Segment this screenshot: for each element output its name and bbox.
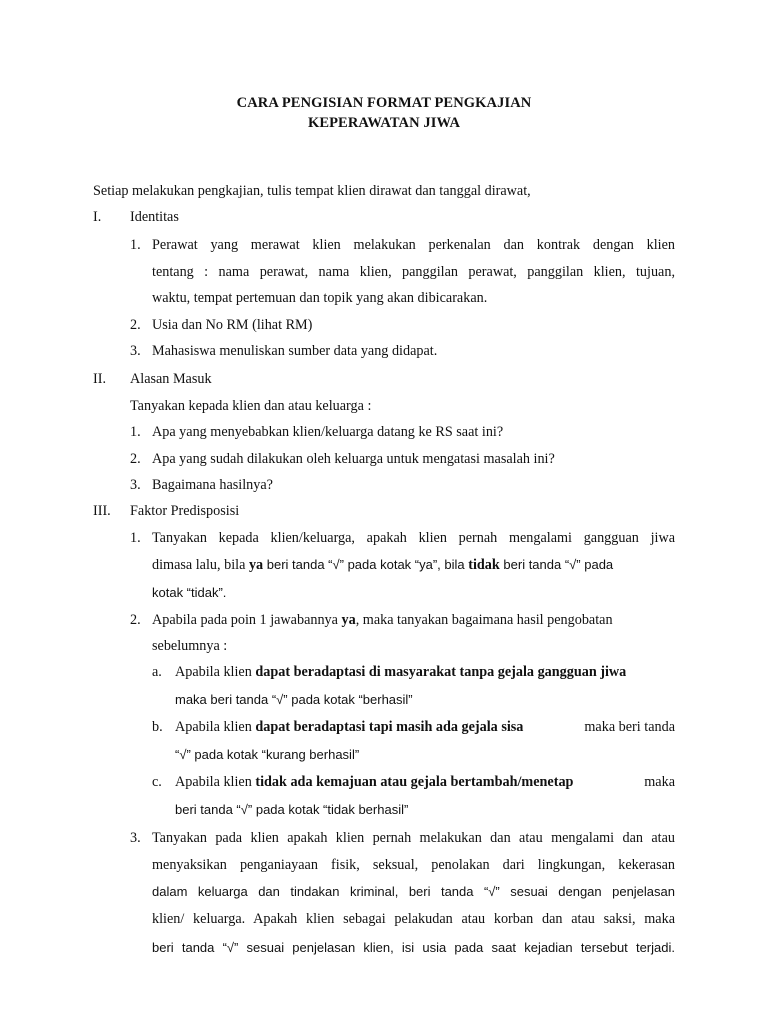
section-numeral: I.: [93, 209, 102, 225]
item-text-line: [152, 264, 675, 281]
text-segment: beri tanda “√” sesuai penjelasan klien, isi usia pada saat kejadian tersebut terjadi.: [152, 940, 675, 955]
intro-text: Setiap melakukan pengkajian, tulis tempat klien dirawat dan tanggal dirawat,: [93, 183, 531, 199]
subitem-letter: c.: [152, 774, 162, 790]
text-segment: Apabila klien: [175, 664, 256, 680]
item-text-line: [152, 830, 675, 847]
item-number: 1.: [130, 237, 141, 253]
text-segment: Apabila klien: [175, 774, 256, 790]
subitem-letter: b.: [152, 719, 163, 735]
item-text-line: [152, 884, 675, 899]
item-text-line: kotak “tidak”.: [152, 585, 227, 600]
text-group: [175, 774, 573, 791]
item-number: 3.: [130, 830, 141, 846]
text-segment: , maka tanyakan bagaimana hasil pengobatan: [355, 612, 613, 628]
emphasis-ya: ya: [341, 612, 356, 628]
text-segment: beri tanda “√” pada: [499, 557, 614, 572]
section-heading: Alasan Masuk: [130, 371, 212, 387]
item-text-line: [152, 911, 675, 928]
section-numeral: III.: [93, 503, 111, 519]
item-number: 2.: [130, 451, 141, 467]
item-text-line: Apa yang sudah dilakukan oleh keluarga untuk mengatasi masalah ini?: [152, 451, 555, 467]
item-text-line: waktu, tempat pertemuan dan topik yang akan dibicarakan.: [152, 290, 488, 306]
emphasis-tidak: tidak: [468, 557, 500, 573]
subitem-text-line: [175, 774, 675, 791]
item-text-line: Bagaimana hasilnya?: [152, 477, 273, 493]
item-number: 1.: [130, 424, 141, 440]
item-text-line: sebelumnya :: [152, 638, 228, 654]
item-text-line: Usia dan No RM (lihat RM): [152, 317, 313, 333]
item-text-line: [152, 612, 675, 629]
subitem-text-line: [175, 719, 675, 736]
section-heading: Faktor Predisposisi: [130, 503, 240, 519]
item-number: 3.: [130, 477, 141, 493]
subitem-letter: a.: [152, 664, 162, 680]
document-title-line2: KEPERAWATAN JIWA: [307, 115, 461, 131]
text-segment: Perawat yang merawat klien melakukan perkenalan dan kontrak dengan klien: [152, 237, 675, 253]
section-heading: Identitas: [130, 209, 179, 225]
text-segment: maka: [640, 774, 675, 790]
section-numeral: II.: [93, 371, 106, 387]
section-lead: Tanyakan kepada klien dan atau keluarga :: [130, 398, 372, 414]
item-text-line: [152, 237, 675, 254]
subitem-text-line: beri tanda “√” pada kotak “tidak berhasil”: [175, 802, 409, 817]
text-segment: Apabila pada poin 1 jawabannya: [152, 612, 342, 628]
item-number: 1.: [130, 530, 141, 546]
item-text-line: [152, 857, 675, 874]
text-segment: dalam keluarga dan tindakan kriminal, beri tanda “√” sesuai dengan penjelasan: [152, 884, 675, 899]
document-title-line1: CARA PENGISIAN FORMAT PENGKAJIAN: [236, 95, 532, 111]
text-segment: beri tanda “√” pada kotak “ya”, bila: [263, 557, 469, 572]
item-text-line: [152, 557, 675, 574]
text-segment: klien/ keluarga. Apakah klien sebagai pelakudan atau korban dan atau saksi, maka: [152, 911, 675, 927]
item-number: 2.: [130, 317, 141, 333]
text-segment: tentang : nama perawat, nama klien, panggilan perawat, panggilan klien, tujuan,: [152, 264, 675, 280]
emphasis-text: tidak ada kemajuan atau gejala bertambah/menetap: [255, 774, 574, 790]
item-text-line: [152, 530, 675, 547]
item-text-line: Apa yang menyebabkan klien/keluarga datang ke RS saat ini?: [152, 424, 504, 440]
item-number: 2.: [130, 612, 141, 628]
emphasis-text: dapat beradaptasi di masyarakat tanpa gejala gangguan jiwa: [255, 664, 627, 680]
emphasis-ya: ya: [248, 557, 264, 573]
subitem-text-line: maka beri tanda “√” pada kotak “berhasil”: [175, 692, 413, 707]
subitem-text-line: “√” pada kotak “kurang berhasil”: [175, 747, 360, 762]
text-segment: maka beri tanda: [580, 719, 675, 735]
emphasis-text: dapat beradaptasi tapi masih ada gejala sisa: [255, 719, 524, 735]
text-segment: dimasa lalu, bila: [152, 557, 249, 573]
item-number: 3.: [130, 343, 141, 359]
item-text-line: [152, 940, 675, 955]
text-segment: menyaksikan penganiayaan fisik, seksual, penolakan dari lingkungan, kekerasan: [152, 857, 675, 873]
text-segment: Apabila klien: [175, 719, 256, 735]
text-segment: Tanyakan kepada klien/keluarga, apakah klien pernah mengalami gangguan jiwa: [152, 530, 675, 546]
item-text-line: Mahasiswa menuliskan sumber data yang didapat.: [152, 343, 438, 359]
text-segment: Tanyakan pada klien apakah klien pernah melakukan dan atau mengalami dan atau: [152, 830, 675, 846]
subitem-text-line: [175, 664, 626, 681]
